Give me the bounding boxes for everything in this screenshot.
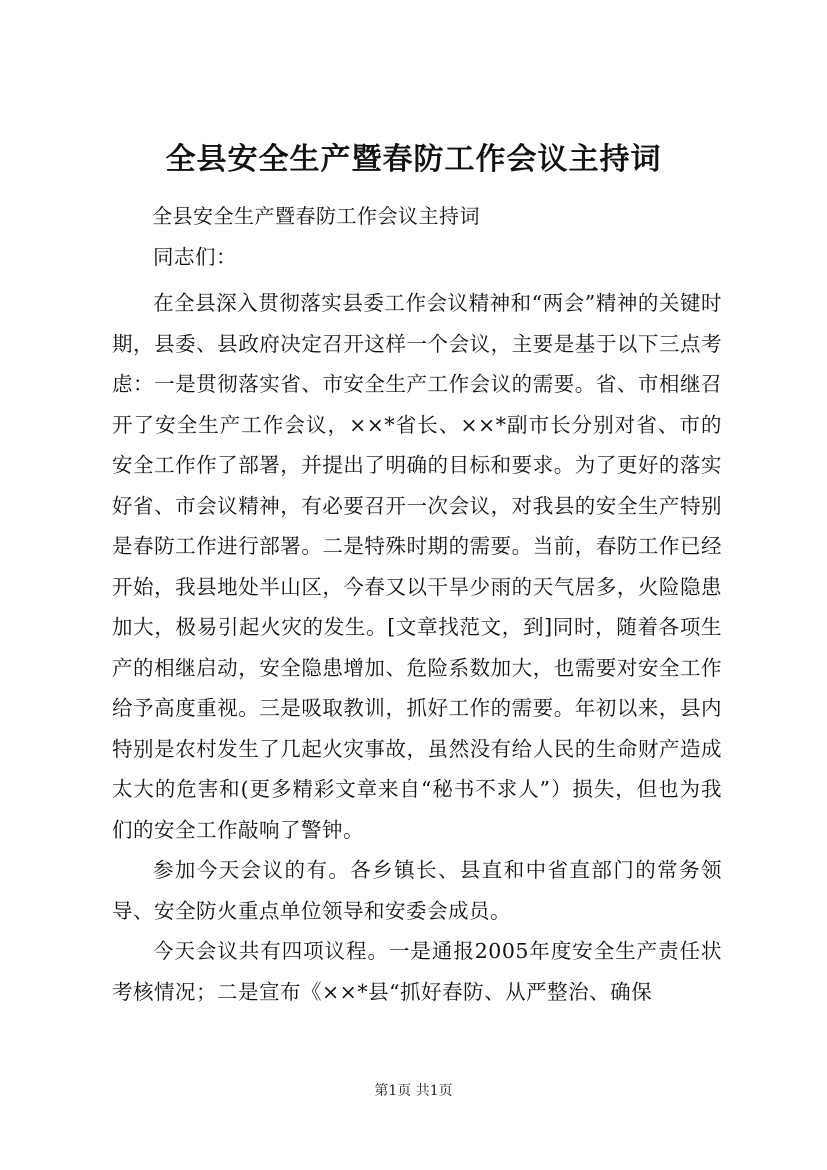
page-footer: 第1页 共1页 [374,1083,453,1099]
document-title: 全县安全生产暨春防工作会议主持词 [165,142,662,177]
paragraph-2: 参加今天会议的有。各乡镇长、县直和中省直部门的常务领导、安全防火重点单位领导和安委会成员。 [112,858,722,923]
document-body [112,196,722,1012]
document-subtitle: 全县安全生产暨春防工作会议主持词 [152,204,480,228]
greeting: 同志们： [153,244,237,269]
paragraph-3: 今天会议共有四项议程。一是通报2005年度安全生产责任状考核情况；二是宣布《××*县“抓好春防、从严整治、确保 [112,939,722,1004]
paragraph-1: 在全县深入贯彻落实县委工作会议精神和“两会”精神的关键时期，县委、县政府决定召开这样一个会议，主要是基于以下三点考虑：一是贯彻落实省、市安全生产工作会议的需要。省、市相继召开了安全生产工作会议，××*省长、××*副市长分别对省、市的安全工作作了部署，并提出了明确的目标和要求。为了更好的落实好省、市会议精神，有必要召开一次会议，对我县的安全生产特别是春防工作进行部署。二是特殊时期的需要。当前，春防工作已经开始，我县地处半山区，今春又以干旱少雨的天气居多，火险隐患加大，极易引起火灾的发生。[文章找范文，到]同时，随着各项生产的相继启动，安全隐患增加、危险系数加大，也需要对安全工作给予高度重视。三是吸取教训，抓好工作的需要。年初以来，县内特别是农村发生了几起火灾事故，虽然没有给人民的生命财产造成太大的危害和(更多精彩文章来自“秘书不求人”）损失，但也为我们的安全工作敲响了警钟。 [112,291,722,842]
